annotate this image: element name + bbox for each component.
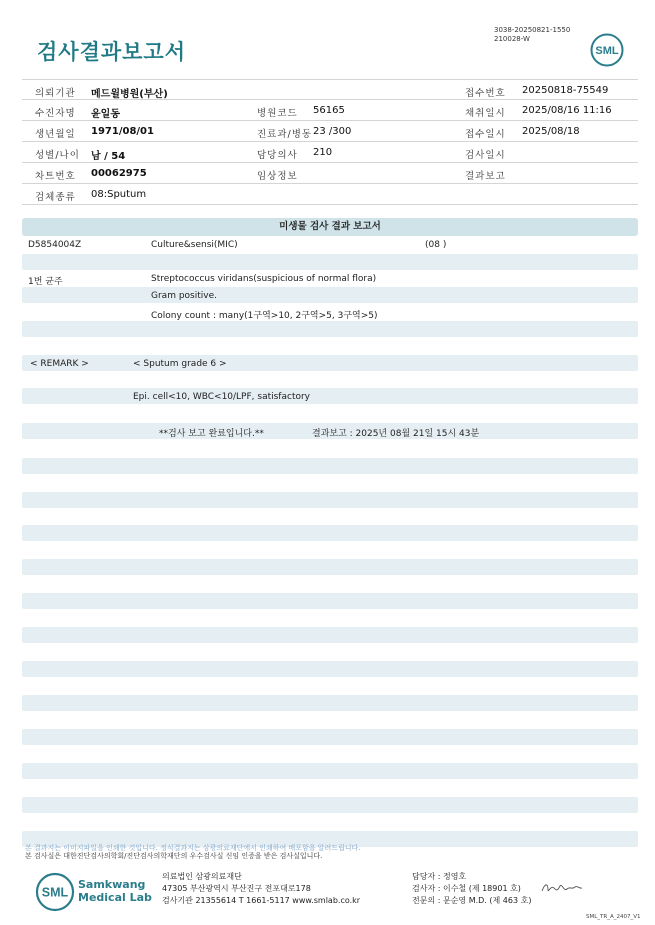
referring-label: 의뢰기관 xyxy=(35,88,76,99)
institution-name: 의료법인 삼광의료재단 xyxy=(162,872,242,881)
dob-value: 1971/08/01 xyxy=(91,126,154,137)
result-band xyxy=(22,627,638,643)
organism-line1: Streptococcus viridans(suspicious of normal flora) xyxy=(151,274,377,284)
collection-label: 채취일시 xyxy=(465,108,506,119)
result-band xyxy=(22,695,638,711)
sml-logo-top-text: SML xyxy=(595,45,619,57)
result-band xyxy=(22,492,638,508)
sml-logo-bottom xyxy=(35,872,75,912)
dob-label: 생년월일 xyxy=(35,129,76,140)
info-row-specimen xyxy=(22,184,638,205)
institution-contact: 검사기관 21355614 T 1661-5117 www.smlab.co.kr xyxy=(162,896,361,905)
form-code: SML_TR_A_2407_V1 xyxy=(586,914,641,920)
dept-value: 23 /300 xyxy=(313,126,352,137)
chart-value: 00062975 xyxy=(91,168,147,179)
name-label: 수진자명 xyxy=(35,108,76,119)
specimen-label: 검체종류 xyxy=(35,192,76,203)
institution-info xyxy=(162,871,360,907)
result-band xyxy=(22,593,638,609)
result-band xyxy=(22,458,638,474)
institution-address: 47305 부산광역시 부산진구 전포대로178 xyxy=(162,884,311,893)
manager: 담당자 : 정영호 xyxy=(412,872,467,881)
organism-line3: Colony count : many(1구역>10, 2구역>5, 3구역>5) xyxy=(151,311,378,321)
report-time: 결과보고 : 2025년 08월 21일 15시 43분 xyxy=(312,429,480,439)
result-band xyxy=(22,729,638,745)
result-band xyxy=(22,321,638,337)
organism-line2: Gram positive. xyxy=(151,291,217,301)
info-row-sex-age xyxy=(22,142,638,163)
brand-line1: Samkwang xyxy=(78,878,146,891)
document-code-line2: 210028-W xyxy=(494,35,530,43)
exam-date-label: 검사일시 xyxy=(465,150,506,161)
doctor-value: 210 xyxy=(313,147,333,158)
referring-value: 메드윌병원(부산) xyxy=(91,89,168,100)
result-band xyxy=(22,355,638,371)
examiner-signature xyxy=(540,880,584,896)
info-row-referring xyxy=(22,79,638,100)
image-notice: 본 결과지는 이미지파일을 인쇄한 것입니다. 정식결과지는 삼광의료재단에서 인쇄하여 배포함을 알려드립니다. xyxy=(25,844,361,852)
sex-age-label: 성별/나이 xyxy=(35,150,80,161)
dept-label: 진료과/병동 xyxy=(257,129,313,140)
chart-label: 차트번호 xyxy=(35,171,76,182)
document-code-line1: 3038-20250821-1550 xyxy=(494,26,571,34)
result-band xyxy=(22,254,638,270)
completion-note: **검사 보고 완료입니다.** xyxy=(159,429,264,439)
result-band xyxy=(22,661,638,677)
test-name: Culture&sensi(MIC) xyxy=(151,240,238,250)
results-header: 미생물 검사 결과 보고서 xyxy=(22,218,638,236)
hospital-code-value: 56165 xyxy=(313,105,345,116)
reception-no-label: 접수번호 xyxy=(465,88,506,99)
brand-line2: Medical Lab xyxy=(78,891,152,904)
test-code: D5854004Z xyxy=(28,240,82,250)
sml-logo-bottom-text: SML xyxy=(41,885,69,900)
test-extra: (08 ) xyxy=(425,240,447,250)
remark-detail: Epi. cell<10, WBC<10/LPF, satisfactory xyxy=(133,392,311,402)
specialist: 전문의 : 문순영 M.D. (제 463 호) xyxy=(412,896,532,905)
examiner: 검사자 : 이수철 (제 18901 호) xyxy=(412,884,521,893)
reception-date-value: 2025/08/18 xyxy=(522,126,580,137)
result-band xyxy=(22,388,638,404)
patient-info-table xyxy=(22,79,638,205)
hospital-code-label: 병원코드 xyxy=(257,108,298,119)
reception-date-label: 접수일시 xyxy=(465,129,506,140)
doctor-label: 담당의사 xyxy=(257,150,298,161)
name-value: 윤일동 xyxy=(91,109,120,120)
reception-no-value: 20250818-75549 xyxy=(522,85,609,96)
result-band xyxy=(22,525,638,541)
sml-logo-top xyxy=(590,33,624,67)
certification-note: 본 검사실은 대한진단검사의학회/진단검사의학재단의 우수검사실 신임 인증을 받은 검사실입니다. xyxy=(25,852,323,860)
clinical-label: 임상정보 xyxy=(257,171,298,182)
remark-value: < Sputum grade 6 > xyxy=(133,359,227,369)
result-band xyxy=(22,797,638,813)
document-code xyxy=(494,26,570,44)
collection-value: 2025/08/16 11:16 xyxy=(522,105,612,116)
results-section xyxy=(22,218,638,439)
info-row-name xyxy=(22,100,638,121)
sex-age-value: 남 / 54 xyxy=(91,151,126,162)
document-title: 검사결과보고서 xyxy=(37,40,187,64)
specimen-value: 08:Sputum xyxy=(91,189,147,200)
info-row-chart xyxy=(22,163,638,184)
result-band xyxy=(22,763,638,779)
staff-info xyxy=(412,871,531,907)
result-band xyxy=(22,287,638,303)
brand-name xyxy=(78,878,152,904)
report-label: 결과보고 xyxy=(465,171,506,182)
info-row-dob xyxy=(22,121,638,142)
organism-label: 1번 균주 xyxy=(28,277,63,287)
remark-label: < REMARK > xyxy=(30,359,89,369)
result-band xyxy=(22,559,638,575)
